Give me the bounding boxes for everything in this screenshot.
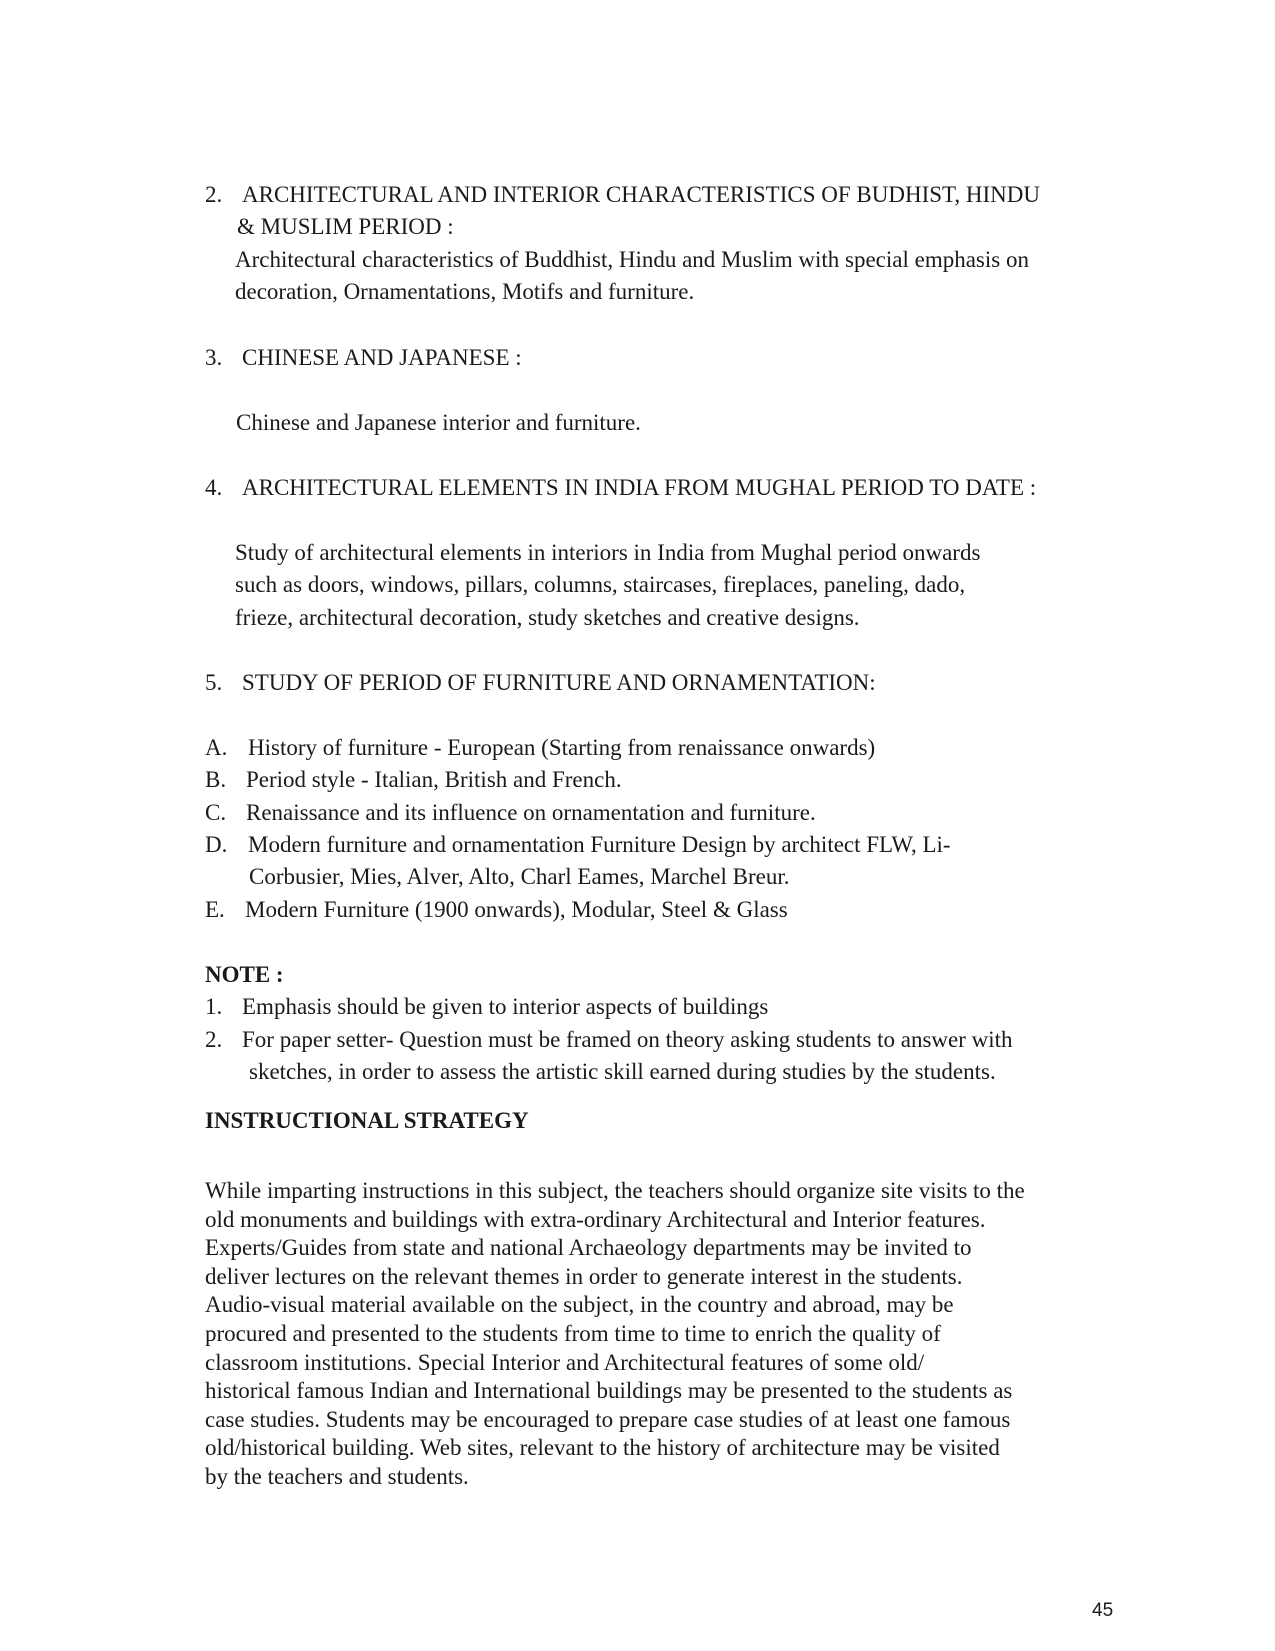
- strategy-line: procured and presented to the students from time to time to enrich the quality of: [205, 1320, 941, 1346]
- section-4-body-line-1: Study of architectural elements in interiors in India from Mughal period onwards: [235, 540, 981, 565]
- strategy-line: Audio-visual material available on the subject, in the country and abroad, may be: [205, 1292, 954, 1318]
- list-item-letter: C.: [205, 800, 227, 825]
- note-item-number: 2.: [205, 1027, 223, 1052]
- section-2-body-line-2: decoration, Ornamentations, Motifs and furniture.: [235, 279, 695, 304]
- note-item-number: 1.: [205, 994, 223, 1019]
- list-item-text: Period style - Italian, British and French.: [246, 767, 622, 792]
- strategy-line: Experts/Guides from state and national Archaeology departments may be invited to: [205, 1235, 972, 1261]
- list-item-letter: E.: [205, 897, 225, 922]
- strategy-paragraph: [205, 1177, 1110, 1492]
- strategy-line: case studies. Students may be encouraged to prepare case studies of at least one famous: [205, 1406, 1011, 1432]
- note-item-text: Emphasis should be given to interior aspects of buildings: [242, 994, 769, 1019]
- section-3-heading: CHINESE AND JAPANESE :: [242, 345, 522, 370]
- section-2-heading-line-1: ARCHITECTURAL AND INTERIOR CHARACTERISTICS OF BUDHIST, HINDU: [242, 182, 1040, 207]
- list-item-letter: D.: [205, 832, 228, 857]
- section-5-heading: STUDY OF PERIOD OF FURNITURE AND ORNAMENTATION:: [242, 670, 876, 695]
- note-item-text-continued: sketches, in order to assess the artistic skill earned during studies by the students.: [249, 1059, 996, 1084]
- section-4-body-line-2: such as doors, windows, pillars, columns, staircases, fireplaces, paneling, dado,: [235, 572, 966, 597]
- list-item-text: Modern Furniture (1900 onwards), Modular, Steel & Glass: [245, 897, 788, 922]
- section-2-number: 2.: [205, 182, 223, 207]
- strategy-line: While imparting instructions in this subject, the teachers should organize site visits to the: [205, 1178, 1025, 1203]
- strategy-heading: INSTRUCTIONAL STRATEGY: [205, 1108, 529, 1133]
- section-4-heading: ARCHITECTURAL ELEMENTS IN INDIA FROM MUGHAL PERIOD TO DATE :: [242, 475, 1037, 500]
- page-number: 45: [1092, 1600, 1114, 1621]
- list-item-text: Modern furniture and ornamentation Furniture Design by architect FLW, Li-: [248, 832, 951, 857]
- strategy-line: old/historical building. Web sites, relevant to the history of architecture may be visited: [205, 1435, 1000, 1461]
- section-2-heading-line-2: & MUSLIM PERIOD :: [237, 214, 454, 239]
- list-item-text: History of furniture - European (Starting from renaissance onwards): [248, 735, 876, 760]
- note-heading: NOTE :: [205, 962, 284, 987]
- list-item-text-continued: Corbusier, Mies, Alver, Alto, Charl Eames, Marchel Breur.: [249, 864, 790, 889]
- strategy-line: by the teachers and students.: [205, 1463, 469, 1489]
- section-2-body-line-1: Architectural characteristics of Buddhist, Hindu and Muslim with special emphasis on: [235, 247, 1029, 272]
- section-4-number: 4.: [205, 475, 223, 500]
- strategy-line: classroom institutions. Special Interior and Architectural features of some old/: [205, 1349, 925, 1375]
- strategy-line: deliver lectures on the relevant themes in order to generate interest in the students.: [205, 1263, 963, 1289]
- strategy-line: historical famous Indian and International buildings may be presented to the students as: [205, 1378, 1013, 1404]
- list-item-text: Renaissance and its influence on ornamentation and furniture.: [246, 800, 816, 825]
- strategy-line: old monuments and buildings with extra-ordinary Architectural and Interior features.: [205, 1206, 986, 1232]
- note-item-text: For paper setter- Question must be framed on theory asking students to answer with: [242, 1027, 1013, 1052]
- list-item-letter: A.: [205, 735, 228, 760]
- section-5-number: 5.: [205, 670, 223, 695]
- section-3-body: Chinese and Japanese interior and furniture.: [236, 410, 641, 435]
- list-item-letter: B.: [205, 767, 227, 792]
- section-3-number: 3.: [205, 345, 223, 370]
- section-4-body-line-3: frieze, architectural decoration, study sketches and creative designs.: [235, 605, 860, 630]
